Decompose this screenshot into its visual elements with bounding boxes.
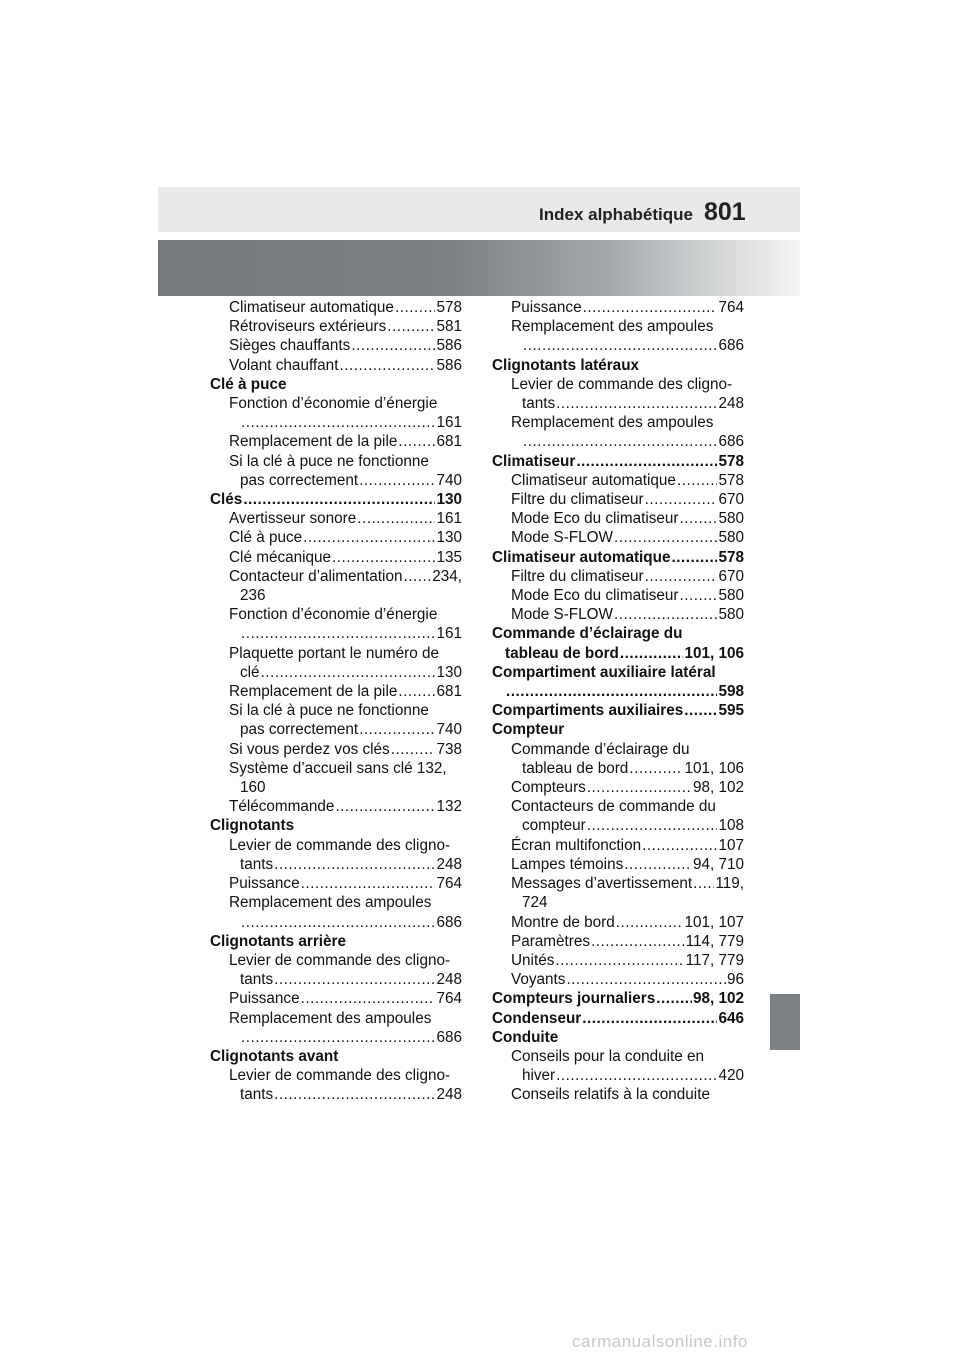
index-subentry [210, 317, 462, 336]
page-reference: 135 [436, 548, 462, 566]
dot-leader [398, 682, 435, 701]
entry-text: Montre de bord [511, 913, 615, 931]
index-heading [492, 663, 744, 701]
page-reference: 114, 779 [685, 932, 744, 950]
entry-text: Fonction d’économie d’énergie [229, 606, 438, 624]
index-heading [210, 1047, 462, 1066]
entry-text: Compteurs journaliers [492, 990, 656, 1008]
index-subentry [492, 528, 744, 547]
index-column-left [210, 298, 462, 1105]
dot-leader [241, 913, 435, 932]
dot-leader [241, 624, 435, 643]
index-subentry [210, 682, 462, 701]
dot-leader [656, 989, 692, 1008]
page-reference: 764 [718, 299, 744, 316]
index-subentry [492, 836, 744, 855]
entry-text: Clé à puce [229, 529, 303, 547]
entry-text: Climatiseur [492, 452, 576, 470]
page-reference: 119, [715, 875, 744, 893]
page-reference: 595 [718, 702, 744, 720]
page-reference: 681 [436, 433, 462, 451]
dot-leader [680, 586, 718, 605]
entry-text: Compteurs [511, 779, 586, 797]
dot-leader [587, 778, 692, 797]
page-reference: 580 [718, 529, 744, 547]
page-reference: 686 [718, 433, 744, 451]
entry-text: Commande d’éclairage du [492, 625, 683, 643]
entry-text: Fonction d’économie d’énergie [229, 395, 438, 413]
index-heading [210, 375, 462, 394]
entry-text: Clé à puce [210, 375, 287, 393]
page-reference: 130 [436, 663, 462, 681]
index-heading [492, 452, 744, 471]
index-subentry [492, 797, 744, 835]
entry-text: 236 [240, 587, 266, 605]
index-subentry [210, 951, 462, 989]
index-subentry [492, 874, 744, 912]
entry-text: Système d’accueil sans clé 132, [229, 759, 447, 777]
page-reference: 98, 102 [692, 990, 744, 1008]
index-subentry [492, 413, 744, 451]
entry-text: Commande d’éclairage du [511, 740, 690, 758]
entry-text: Si la clé à puce ne fonctionne [229, 702, 429, 720]
page-reference: 581 [436, 318, 462, 336]
index-heading [492, 701, 744, 720]
page-reference: 670 [718, 491, 744, 509]
index-subentry [210, 452, 462, 490]
entry-text: Remplacement des ampoules [229, 894, 432, 912]
entry-text: Levier de commande des cligno- [511, 375, 733, 393]
dot-leader [274, 970, 435, 989]
page-title: Index alphabétique [539, 205, 693, 224]
entry-text: pas correctement [240, 721, 359, 739]
entry-text: Filtre du climatiseur [511, 491, 644, 509]
dot-leader [303, 528, 435, 547]
entry-text: tableau de bord [505, 644, 619, 662]
index-heading [492, 720, 744, 739]
entry-text: Clé mécanique [229, 548, 332, 566]
section-thumb-tab [770, 994, 800, 1050]
index-subentry [210, 509, 462, 528]
entry-text: Clignotants [210, 817, 295, 835]
dot-leader [351, 336, 435, 355]
page-reference: 161 [436, 414, 462, 432]
dot-leader [403, 567, 431, 586]
entry-text: Compteur [492, 721, 565, 739]
index-subentry [210, 701, 462, 739]
index-subentry [210, 605, 462, 643]
dot-leader [684, 701, 717, 720]
index-subentry [210, 989, 462, 1008]
index-subentry [210, 394, 462, 432]
dot-leader [555, 951, 684, 970]
index-heading [492, 548, 744, 567]
page-reference: 586 [436, 356, 462, 374]
dot-leader [582, 1009, 717, 1028]
page-reference: 248 [718, 395, 744, 413]
index-heading [210, 816, 462, 835]
dot-leader [629, 759, 683, 778]
entry-text: Clés [210, 491, 243, 509]
index-subentry [210, 797, 462, 816]
index-subentry [492, 1047, 744, 1085]
entry-text: Volant chauffant [229, 356, 339, 374]
entry-text: compteur [522, 817, 586, 835]
index-subentry [492, 778, 744, 797]
page-reference: 670 [718, 567, 744, 585]
index-subentry [210, 432, 462, 451]
page-reference: 248 [436, 1086, 462, 1104]
dot-leader [576, 452, 717, 471]
dot-leader [645, 567, 718, 586]
entry-text: Voyants [511, 971, 566, 989]
entry-text: Remplacement des ampoules [229, 1009, 432, 1027]
index-subentry [210, 893, 462, 931]
index-subentry [210, 528, 462, 547]
page-reference: 740 [436, 471, 462, 489]
page-reference: 101, 106 [684, 759, 744, 777]
entry-text: Plaquette portant le numéro de [229, 644, 440, 662]
dot-leader [274, 1085, 435, 1104]
page-number: 801 [704, 198, 746, 226]
entry-text: Condenseur [492, 1009, 582, 1027]
entry-text: Mode Eco du climatiseur [511, 510, 679, 528]
entry-text: 724 [522, 894, 548, 912]
page-reference: 681 [436, 683, 462, 701]
entry-text: tants [240, 1086, 274, 1104]
dot-leader [335, 797, 435, 816]
entry-text: Rétroviseurs extérieurs [229, 318, 387, 336]
entry-text: Remplacement des ampoules [511, 414, 714, 432]
page-reference: 578 [436, 299, 462, 316]
dot-leader [556, 394, 717, 413]
index-subentry [210, 567, 462, 605]
entry-text: Mode S-FLOW [511, 529, 613, 547]
dot-leader [677, 471, 718, 490]
dot-leader [624, 855, 692, 874]
index-heading [492, 356, 744, 375]
page-reference: 598 [718, 683, 744, 701]
page-reference: 108 [718, 817, 744, 835]
entry-text: Filtre du climatiseur [511, 567, 644, 585]
entry-text: Télécommande [229, 798, 335, 816]
index-subentry [210, 1066, 462, 1104]
index-subentry [492, 913, 744, 932]
dot-leader [587, 816, 718, 835]
entry-text: Mode S-FLOW [511, 606, 613, 624]
page-reference: 161 [436, 510, 462, 528]
entry-text: tants [522, 395, 556, 413]
entry-text: Sièges chauffants [229, 337, 351, 355]
page-reference: 686 [718, 337, 744, 355]
index-subentry [492, 471, 744, 490]
index-subentry [210, 836, 462, 874]
dot-leader [556, 1066, 717, 1085]
entry-text: Remplacement de la pile [229, 433, 398, 451]
entry-text: Climatiseur automatique [229, 299, 394, 316]
page-reference: 580 [718, 606, 744, 624]
dot-leader [241, 413, 435, 432]
dot-leader [523, 336, 717, 355]
dot-leader [274, 855, 435, 874]
page-reference: 248 [436, 855, 462, 873]
entry-text: Si vous perdez vos clés [229, 740, 390, 758]
page-reference: 161 [436, 625, 462, 643]
dot-leader [693, 874, 714, 893]
entry-text: Levier de commande des cligno- [229, 951, 451, 969]
dot-leader [301, 989, 436, 1008]
page-reference: 130 [436, 491, 462, 509]
index-subentry [492, 932, 744, 951]
page-reference: 738 [436, 740, 462, 758]
entry-text: Compartiments auxiliaires [492, 702, 684, 720]
page-reference: 764 [436, 875, 462, 893]
page-reference: 686 [436, 1028, 462, 1046]
index-subentry [492, 298, 744, 317]
page-reference: 94, 710 [692, 855, 744, 873]
index-subentry [210, 874, 462, 893]
entry-text: Unités [511, 951, 555, 969]
entry-text: Clignotants arrière [210, 932, 347, 950]
dot-leader [566, 970, 726, 989]
dot-leader [398, 432, 435, 451]
page-reference: 130 [436, 529, 462, 547]
entry-text: Messages d’avertissement [511, 875, 693, 893]
entry-text: Puissance [229, 990, 300, 1008]
dot-leader [359, 471, 435, 490]
page-reference: 764 [436, 990, 462, 1008]
index-subentry [492, 567, 744, 586]
dot-leader [614, 528, 717, 547]
dot-leader [332, 548, 435, 567]
entry-text: 160 [240, 779, 266, 797]
page-reference: 107 [718, 836, 744, 854]
page-reference: 132 [436, 798, 462, 816]
index-heading [492, 1028, 744, 1047]
page-reference: 248 [436, 971, 462, 989]
dot-leader [616, 913, 684, 932]
entry-text: Clignotants avant [210, 1047, 339, 1065]
page-reference: 740 [436, 721, 462, 739]
entry-text: tants [240, 855, 274, 873]
index-column-right [492, 298, 744, 1105]
entry-text: Climatiseur automatique [511, 471, 676, 489]
entry-text: Conseils pour la conduite en [511, 1047, 705, 1065]
page-reference: 686 [436, 913, 462, 931]
entry-text: Conduite [492, 1028, 559, 1046]
dot-leader [243, 490, 435, 509]
dot-leader [591, 932, 685, 951]
page-reference: 420 [718, 1067, 744, 1085]
dot-leader [620, 644, 684, 663]
entry-text: Climatiseur automatique [492, 548, 671, 566]
dot-leader [523, 432, 717, 451]
index-subentry [492, 490, 744, 509]
index-subentry [492, 317, 744, 355]
entry-text: Mode Eco du climatiseur [511, 587, 679, 605]
entry-text: Levier de commande des cligno- [229, 836, 451, 854]
dot-leader [387, 317, 435, 336]
index-subentry [492, 855, 744, 874]
entry-text: Si la clé à puce ne fonctionne [229, 452, 429, 470]
dot-leader [395, 298, 436, 317]
dot-leader [241, 1028, 435, 1047]
index-subentry [210, 336, 462, 355]
index-heading [210, 932, 462, 951]
entry-text: Clignotants latéraux [492, 356, 640, 374]
entry-text: Remplacement des ampoules [511, 318, 714, 336]
entry-text: Levier de commande des cligno- [229, 1067, 451, 1085]
page-reference: 578 [718, 548, 744, 566]
entry-text: Paramètres [511, 932, 591, 950]
entry-text: clé [240, 663, 260, 681]
dot-leader [357, 509, 435, 528]
page-reference: 101, 107 [684, 913, 744, 931]
entry-text: pas correctement [240, 471, 359, 489]
dot-leader [642, 836, 717, 855]
index-subentry [492, 1085, 744, 1104]
page-reference: 578 [718, 452, 744, 470]
entry-text: Écran multifonction [511, 836, 642, 854]
entry-text: hiver [522, 1067, 556, 1085]
index-heading [210, 490, 462, 509]
index-subentry [492, 740, 744, 778]
page-reference: 580 [718, 587, 744, 605]
index-subentry [210, 298, 462, 317]
entry-text: tableau de bord [522, 759, 629, 777]
index-heading [492, 989, 744, 1008]
entry-text: Avertisseur sonore [229, 510, 357, 528]
page-reference: 101, 106 [684, 644, 744, 662]
entry-text: Remplacement de la pile [229, 683, 398, 701]
page-reference: 578 [718, 471, 744, 489]
dot-leader [583, 298, 718, 317]
dot-leader [614, 605, 717, 624]
index-subentry [210, 1009, 462, 1047]
index-subentry [210, 740, 462, 759]
dot-leader [391, 740, 436, 759]
index-subentry [210, 356, 462, 375]
entry-text: Contacteur d’alimentation [229, 567, 403, 585]
page-reference: 646 [718, 1009, 744, 1027]
index-subentry [492, 951, 744, 970]
index-subentry [492, 970, 744, 989]
page-reference: 234, [432, 567, 462, 585]
index-heading [492, 624, 744, 662]
index-subentry [492, 509, 744, 528]
page-reference: 117, 779 [685, 951, 744, 969]
page-reference: 586 [436, 337, 462, 355]
entry-text: Compartiment auxiliaire latéral [492, 663, 716, 681]
index-subentry [492, 375, 744, 413]
dot-leader [359, 720, 435, 739]
page-reference: 98, 102 [692, 779, 744, 797]
watermark: carmanualsonline.info [572, 1332, 748, 1351]
dot-leader [506, 682, 717, 701]
dot-leader [339, 356, 435, 375]
index-subentry [210, 548, 462, 567]
entry-text: Puissance [511, 299, 582, 316]
page-reference: 96 [726, 971, 744, 989]
dot-leader [645, 490, 718, 509]
index-subentry [492, 586, 744, 605]
dot-leader [261, 663, 436, 682]
entry-text: Puissance [229, 875, 300, 893]
entry-text: Lampes témoins [511, 855, 624, 873]
index-subentry [210, 644, 462, 682]
entry-text: Conseils relatifs à la conduite [511, 1086, 710, 1104]
page-reference: 580 [718, 510, 744, 528]
entry-text: Contacteurs de commande du [511, 798, 716, 816]
index-subentry [210, 759, 462, 797]
decorative-banner [158, 240, 800, 296]
index-heading [492, 1009, 744, 1028]
dot-leader [301, 874, 436, 893]
index-subentry [492, 605, 744, 624]
dot-leader [680, 509, 718, 528]
entry-text: tants [240, 971, 274, 989]
dot-leader [672, 548, 718, 567]
